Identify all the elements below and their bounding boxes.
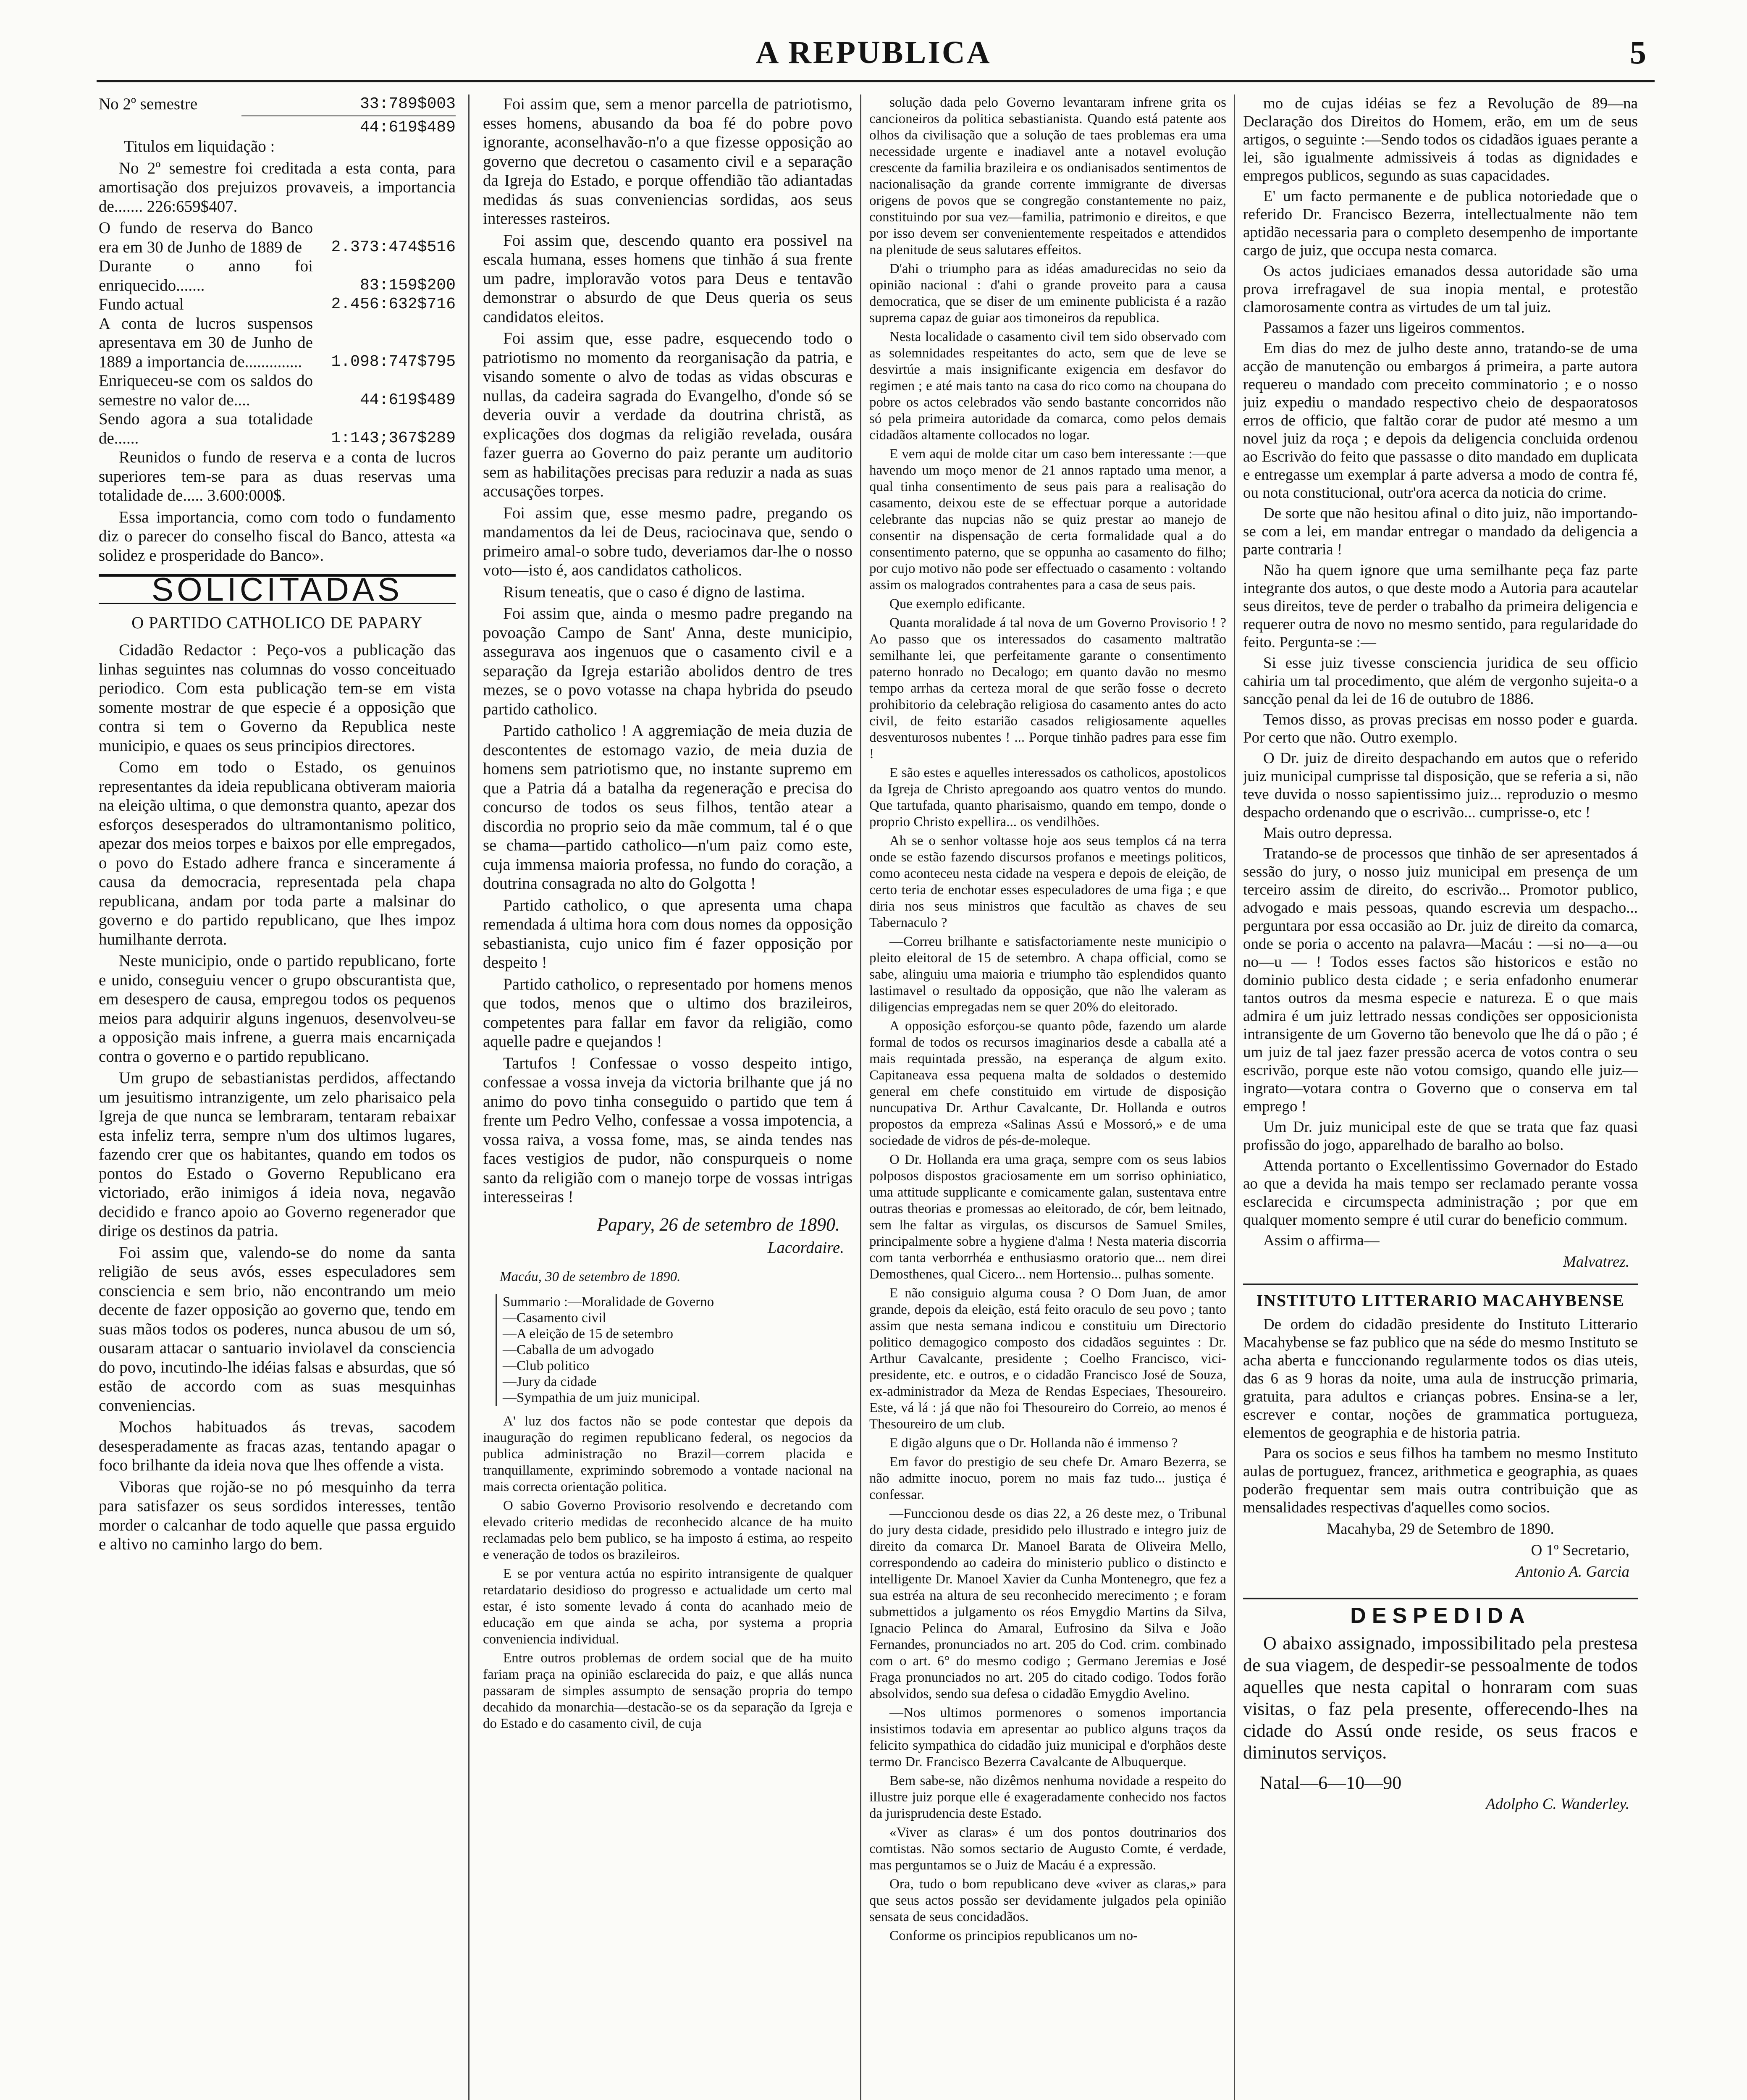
ledger-row [99,118,456,137]
paragraph: Tartufos ! Confessae o vosso despeito intigo, confessae a vossa inveja da victoria brilhante que já no animo do povo tinha conseguido o partido que tem á frente um Pedro Velho, confessae a vossa impotencia, a vossa raiva, a vossa fome, mas, se ainda tendes nas faces vestigios de pudor, não conspurqueis o nome santo da religião com o manejo torpe de vossas intrigas interesseiras ! [483,1054,853,1206]
newspaper-title: A REPUBLICA [755,35,992,70]
ledger-row [99,94,456,114]
article-body [483,94,853,1207]
ledger-label: Durante o anno foi enriquecido....... [99,257,313,294]
paragraph: De ordem do cidadão presidente do Instituto Litterario Macahybense se faz publico que na séde do mesmo Instituto se acha aberta e funccionando regularmente todos os dias uteis, das 6 as 9 horas da noite, uma aula de instrucção primaria, gratuita, para adultos e crianças pobres. Ensina-se a ler, escrever e contar, noções de grammatica portugueza, elementos de geographia e de historia patria. [1243,1316,1638,1441]
paragraph: Não ha quem ignore que uma semilhante peça faz parte integrante dos autos, o que deste modo a Autoria para acautelar seus direitos, teve de perder o trabalho da primeira deligencia e requerer outra de novo no mesmo sentido, para regularidade do feito. Pergunta-se :— [1243,562,1638,651]
paragraph: Viboras que rojão-se no pó mesquinho da terra para satisfazer os seus sordidos interesses, tentão morder o calcanhar de todo aquelle que passa erguido e altivo no caminho largo do bem. [99,1478,456,1553]
article-dateline: Papary, 26 de setembro de 1890. [597,1214,840,1235]
ledger-label: Sendo agora a sua totalidade de...... [99,410,313,447]
paragraph: A opposição esforçou-se quanto pôde, fazendo um alarde formal de todos os recursos imaginarios desde a caballa até a mais requintada pressão, na esperança de algum exito. Capitaneava essa pequena malta de soldados o destemido general em chefe constituido em virtude de disposição nuncupativa Dr. Arthur Cavalcante, Dr. Hollanda e outros propostos da empreza «Salinas Assú e Mossoró,» e de uma sociedade de vidros de pés-de-moleque. [869,1018,1226,1148]
ledger-label: A conta de lucros suspensos apresentava em 30 de Junho de 1889 a importancia de.............. [99,314,313,371]
ledger-amount: 1:143;367$289 [331,429,456,447]
paragraph: E são estes e aquelles interessados os catholicos, apostolicos da Igreja de Christo apregoando aos quatro ventos do mundo. Que tartufada, quanto pharisaismo, quando em tempo, donde o proprio Christo expellira... os vendilhões. [869,765,1226,830]
paragraph: Cidadão Redactor : Peço-vos a publicação das linhas seguintes nas columnas do vosso conceituado periodico. Com esta publicação tem-se em vista somente mostrar de que especie é a opposição que contra si tem o Governo da Republica neste municipio, e quaes os seus principios directores. [99,641,456,755]
summary-item: —Club politico [503,1358,590,1373]
paragraph: Foi assim que, sem a menor parcella de patriotismo, esses homens, abusando da boa fé do pobre povo ignorante, aconselhavão-n'o a que fizesse opposição ao governo que decretou o casamento civil e a separação da Igreja do Estado, e porque offendião tão adiantadas medidas ás suas conveniencias sordidas, aos seus interesses rasteiros. [483,95,853,228]
paragraph: Si esse juiz tivesse consciencia juridica de seu officio cahiria um tal procedimento, que além de vergonho sujeita-o a sancção penal da lei de 16 de outubro de 1886. [1243,654,1638,708]
ledger-row [99,371,456,410]
article-signature: Lacordaire. [767,1239,844,1257]
paragraph: Temos disso, as provas precisas em nosso poder e guarda. Por certo que não. Outro exemplo. [1243,711,1638,746]
ledger-amount: 2.456:632$716 [331,295,456,313]
paragraph: Um grupo de sebastianistas perdidos, affectando um jesuitismo intranzigente, um zelo pharisaico pela Igreja de que nunca se lembraram, tentaram rebaixar esta infeliz terra, sempre n'um dos ultimos lugares, fazendo crer que os habitantes, quando em todos os pontos do Estado o Governo Republicano era victoriado, erão inimigos á ideia nova, negavão decidido e franco apoio ao Governo regenerador que dirige os destinos da patria. [99,1069,456,1240]
secretary-name: Antonio A. Garcia [1516,1563,1629,1580]
farewell-body: O abaixo assignado, impossibilitado pela prestesa de sua viagem, de despedir-se pessoalmente de todos aquelles que nesta capital o honraram com suas visitas, o faz pela presente, offerecendo-lhes na cidade do Assú onde reside, os seus fracos e diminutos serviços. [1243,1633,1638,1763]
ledger-amount: 2.373:474$516 [331,238,456,256]
paragraph: Que exemplo edificante. [889,596,1026,612]
paragraph: Foi assim que, ainda o mesmo padre pregando na povoação Campo de Sant' Anna, deste municipio, assegurava aos ingenuos que o casamento civil e a separação da Igreja estarião abolidos dentro de tres mezes, se o povo votasse na chapa hybrida do pseudo partido catholico. [483,604,853,718]
column-divider [1234,94,1235,2100]
column-2 [483,94,853,2100]
paragraph: A' luz dos factos não se pode contestar que depois da inauguração do regimen republicano federal, os negocios da publica administração no Brazil—correm placida e tranquillamente, exprimindo sobremodo a vontade nacional na mais correcta orientação politica. [483,1414,853,1494]
farewell-heading: DESPEDIDA [1243,1598,1638,1625]
paragraph: —Funccionou desde os dias 22, a 26 deste mez, o Tribunal do jury desta cidade, presidido pelo illustrado e integro juiz de direito da comarca Dr. Manoel Barata de Oliveira Mello, correspondendo ao cadeira do ministerio publico o distincto e intelligente Dr. Manoel Xavier da Cunha Montenegro, que fez a sua estréa na altura de seu reconhecido merecimento ; e foram submettidos a julgamento os réos Emygdio Martins da Silva, Ignacio Pelinca do Amaral, Eufrosino da Silva e João Fernandes, pronunciados no art. 205 do Cod. crim. combinado com o art. 6° do mesmo codigo ; Germano Jeremias e José Fraga pronunciados no art. 205 do citado codigo. Todos forão absolvidos, sendo sua defesa o cidadão Emygdio Avelino. [869,1506,1226,1701]
paragraph: Nesta localidade o casamento civil tem sido observado com as solemnidades respeitantes do acto, sem que de leve se desvirtúe a mais insignificante exigencia em desfavor do regimen ; e até mais tanto na casa do rico como na choupana do pobre os actos celebrados vão sendo bastante concorridos não só pela primeira autoridade da comarca, como pelos demais cidadãos altamente collocados no logar. [869,329,1226,443]
summary-list [496,1294,844,1406]
ledger-label: Enriqueceu-se com os saldos do semestre no valor de.... [99,372,313,409]
ledger-amount: 83:159$200 [359,276,456,294]
ledger-amount: 44:619$489 [359,118,456,136]
institute-notice [1243,1315,1638,1517]
column-divider [860,94,861,2100]
paragraph: Foi assim que, esse mesmo padre, pregando os mandamentos da lei de Deus, raciocinava que, sendo o primeiro amal-o sobre tudo, deveriamos dar-lhe o nosso voto—isto é, aos candidatos catholicos. [483,504,853,579]
summary-item: —Casamento civil [503,1310,606,1326]
farewell-signature: Adolpho C. Wanderley. [1486,1796,1629,1813]
paragraph: Attenda portanto o Excellentissimo Governador do Estado ao que a devida ha mais tempo ser reclamado perante vossa esclarecida e circumspecta administração ; por que em qualquer momento sempre é util curar do beneficio commum. [1243,1157,1638,1228]
paragraph: Neste municipio, onde o partido republicano, forte e unido, conseguiu vencer o grupo obscurantista que, em desespero de causa, empregou todos os pequenos meios para adquirir alguns ingenuos, desenvolveu-se a opposição mais infrene, a guerra mais encarniçada contra o governo e o partido republicano. [99,952,456,1066]
paragraph: Foi assim que, esse padre, esquecendo todo o patriotismo no momento da reorganisação da patria, e visando somente o alvo de todas as vidas obscuras e nullas, da cadeira sagrada do Evangelho, d'onde só se deveria ouvir a verdade da doutrina christã, as explicações dos dogmas da religião revelada, ousára fazer guerra ao Governo do paiz perante um auditorio sem as habilitações precisas para reduzir a nada as suas accusações torpes. [483,329,853,500]
paragraph: Assim o affirma— [1263,1232,1380,1249]
ledger-amount: 33:789$003 [359,95,456,113]
paragraph: solução dada pelo Governo levantaram infrene grita os cancioneiros da politica sebastianista. Quando está patente aos olhos da civilisação que a solução de taes problemas era uma necessidade urgente e inadiavel ante a notavel evolução crescente da familia brazileira e os ondianisados sentimentos de nacionalisação da grande corrente immigrante de diversas origens de povos que se congregão constantemente no paiz, constituindo por sua vez—familia, patrimonio e direitos, e que por isso devem ser convenientemente respeitados e attendidos na plenitude de seus salutares effeitos. [869,95,1226,257]
bank-paragraph: Essa importancia, como com todo o fundamento diz o parecer do conselho fiscal do Banco, attesta «a solidez e prosperidade do Banco». [99,508,456,564]
ledger-row [99,257,456,295]
summary-item: —Jury da cidade [503,1374,597,1389]
page-header [97,29,1650,76]
section-heading: SOLICITADAS [99,574,456,604]
column-3 [869,94,1226,2100]
paragraph: Entre outros problemas de ordem social que de ha muito fariam praça na opinião esclarecida do paiz, e que allás nunca passaram de simples assumpto de sensação propria do tempo decahido da monarchia—destacão-se os da separação da Igreja e do Estado e do casamento civil, de cuja [483,1651,853,1731]
paragraph: E vem aqui de molde citar um caso bem interessante :—que havendo um moço menor de 21 annos raptado uma menor, a qual tinha consentimento de seus pais para a realisação do casamento, deixou este de se effectuar porque a autoridade celebrante das nupcias não se quiz prestar ao manejo de consentir na dispensação de certa formalidade qual a do consentimento paterno, que se oppunha ao casamento do filho; por cujo motivo não pode ser effectuado o casamento : voltando assim os malogrados contrahentes para a casa de seus pais. [869,446,1226,593]
ledger-amount: 1.098:747$795 [331,352,456,371]
summary-item: Summario :—Moralidade de Governo [503,1294,714,1310]
paragraph: E' um facto permanente e de publica notoriedade que o referido Dr. Francisco Bezerra, intellectualmente não tem aptidão necessaria para o completo desempenho de importante cargo de juiz, que occupa nesta comarca. [1243,188,1638,259]
column-1 [99,94,456,2100]
article-body [869,94,1226,1944]
ledger-label: O fundo de reserva do Banco era em 30 de Junho de 1889 de [99,219,313,256]
paragraph: Tratando-se de processos que tinhão de ser apresentados á sessão do jury, o nosso juiz municipal em presença de um terceiro assim de direito, do escrivão... Promotor publico, advogado e mais pessoas, quando escrevia um despacho... perguntara por essa occasião ao Dr. juiz de direito da comarca, onde se poria o accento na palavra—Macáu : —si no—a—ou no—u — ! Todos esses factos são historicos e estão no dominio publico desta cidade ; e seria enfadonho enumerar tantos outros da mesma especie e natureza. E o que mais admira é um juiz lettrado nessas condições ser opposicionista intransigente de um Governo tão benevolo que lhe dá o pão ; é um juiz de tal jaez fazer pressão acerca de votos contra o seu escrivão, porque este não votou comsigo, quando elle juiz—ingrato—votara contra o Governo que o conserva em tal emprego ! [1243,845,1638,1115]
column-4 [1243,94,1638,2100]
macau-article-body [483,1413,853,1732]
ledger-label: No 2º semestre [99,95,198,113]
paragraph: —Nos ultimos pormenores o somenos importancia insistimos todavia em apresentar ao publico alguns traços da felicito sympathica do cidadão juiz municipal e d'orphãos deste termo Dr. Francisco Bezerra Cavalcante de Albuquerque. [869,1705,1226,1769]
paragraph: Foi assim que, valendo-se do nome da santa religião de seus avós, esses especuladores sem consciencia e sem brio, não encontrando um meio decente de fazer opposição ao governo que, tendo em suas mãos todos os poderes, nunca abusou de um só, ousaram attacar o santuario inviolavel da consciencia do povo, incutindo-lhe idéias falsas e absurdas, que só estão de accordo com as suas mesquinhas conveniencias. [99,1243,456,1415]
paragraph: Um Dr. juiz municipal este de que se trata que faz quasi profissão do jogo, apparelhado de baralho ao bolso. [1243,1118,1638,1154]
farewell-date: Natal—6—10—90 [1260,1772,1402,1793]
paragraph: Mais outro depressa. [1263,824,1393,842]
institute-date: Macahyba, 29 de Setembro de 1890. [1327,1520,1554,1538]
secretary-title: O 1º Secretario, [1531,1542,1629,1559]
paragraph: E se por ventura actúa no espirito intransigente de qualquer retardatario desidioso do progresso e actualidade um certo mal estar, é isto somente levado á conta do acanhado meio de educação em que ainda se acha, por systema a propria conveniencia individual. [483,1566,853,1647]
paragraph: O Dr. Hollanda era uma graça, sempre com os seus labios polposos dispostos graciosamente em um sorriso ophiniatico, uma attitude supplicante e comicamente galan, sustentava entre outras theorias e promessas ao eleitorado, de cór, bem leitnado, sem lhe faltar as virgulas, os discursos de Samuel Smiles, principalmente sobre a hygiene d'alma ! Nesta materia discorria com tanta verborrhéa e enthusiasmo oratorio que... nem direi Demosthenes, qual Cicero... nem Hortensio... pulhas somente. [869,1152,1226,1282]
paragraph: Partido catholico ! A aggremiação de meia duzia de descontentes de estomago vazio, de meia duzia de homens sem patriotismo que, no instante supremo em que a Patria dá a batalha da regeneração e precisa do concurso de todos os seus filhos, tentão atear a discordia no proprio seio da mãe commum, tal é o que se chama—partido catholico—n'um paiz como este, cuja immensa maioria professa, no fundo do coração, a doutrina consagrada no alto do Golgotta ! [483,722,853,892]
ledger-amount: 44:619$489 [359,391,456,409]
paragraph: —Correu brilhante e satisfactoriamente neste municipio o pleito eleitoral de 15 de setembro. A chapa official, como se sabe, alinguiu uma maioria e triumpho tão esplendidos quanto lastimavel o resultado da opposição, que não lhe valeram as diligencias empregadas nem se quer 20% do eleitorado. [869,934,1226,1015]
paragraph: Partido catholico, o que apresenta uma chapa remendada á ultima hora com dous nomes da opposição sebastianista, cujo unico fim é fazer opposição por despeito ! [483,896,853,971]
paragraph: Em dias do mez de julho deste anno, tratando-se de uma acção de manutenção ou embargos á primeira, a parte autora requereu o mandado com preceito comminatorio ; e o nosso juiz expediu o mandado respectivo cheio de despaoratosos erros de officio, que faltão corar de pudor até mesmo a um novel juiz da roça ; e depois da deligencia concluida ordenou ao Escrivão do feito que passasse o dito mandado em duplicata e entregasse um exemplar á parte adversa a modo de contra fé, ou nota constitucional, outr'ora acerca da noticia do crime. [1243,340,1638,501]
page-number: 5 [1630,34,1646,71]
paragraph: Como em todo o Estado, os genuinos representantes da ideia republicana obtiveram maioria na eleição ultima, o que demonstra quanto, apezar dos esforços desesperados do ultramontanismo politico, apezar dos meios torpes e baixos por elle empregados, o povo do Estado adhere franca e sinceramente á causa da democracia, representada pela chapa republicana, andam por toda parte a malsinar do governo e do partido republicano, que lhes impoz humilhante derrota. [99,758,456,948]
paragraph: De sorte que não hesitou afinal o dito juiz, não importando-se com a lei, em mandar entregar o mandado da deligencia a parte contraria ! [1243,505,1638,558]
paragraph: Risum teneatis, que o caso é digno de lastima. [503,583,805,601]
article-signature: Malvatrez. [1563,1253,1629,1270]
summary-item: —Caballa de um advogado [503,1342,654,1357]
ledger-row [99,218,456,257]
macau-dateline: Macáu, 30 de setembro de 1890. [500,1269,681,1284]
paragraph: Mochos habituados ás trevas, sacodem desesperadamente as fracas azas, tentando apagar o foco brilhante da ideia nova que lhes offende a vista. [99,1418,456,1474]
summary-item: —Sympathia de um juiz municipal. [503,1390,700,1405]
paragraph: Para os socios e seus filhos ha tambem no mesmo Instituto aulas de portuguez, francez, arithmetica e geographia, as quaes poderão frequentar sem mais outra contribuição que as mensalidades respectivas d'aquelles como socios. [1243,1445,1638,1516]
paragraph: Os actos judiciaes emanados dessa autoridade são uma prova irrefragavel de sua inopia mental, e protestão clamorosamente contra as virtudes de um tal juiz. [1243,262,1638,316]
ledger-row [99,314,456,372]
paragraph: Em favor do prestigio de seu chefe Dr. Amaro Bezerra, se não admitte inocuo, porem no mais faz tudo... justiça é confessar. [869,1454,1226,1502]
ledger-label: Fundo actual [99,295,184,313]
ledger-row [99,410,456,448]
paragraph: Foi assim que, descendo quanto era possivel na escala humana, esses homens que tinhão á sua frente um padre, imploravão votos para Deus e tentavão demonstrar o absurdo de que Deus queria os seus candidatos eleitos. [483,231,853,326]
paragraph: E digão alguns que o Dr. Hollanda não é immenso ? [889,1436,1178,1451]
column-divider [468,94,470,2100]
paragraph: «Viver as claras» é um dos pontos doutrinarios dos comtistas. Não somos sectario de Augusto Comte, é verdade, mas perguntamos se o Juiz de Macáu é a expressão. [869,1825,1226,1873]
header-rule [97,80,1655,82]
paragraph: E não consiguio alguma cousa ? O Dom Juan, de amor grande, depois da eleição, está feito oraculo de seu povo ; tanto assim que nesta semana indicou e constituiu um Directorio politico demagogico composto dos cidadãos seguintes : Dr. Arthur Cavalcante, presidente ; Coelho Francisco, vici-presidente, etc. e outros, e o cidadão Francisco José de Souza, ex-administrador da Meza de Rendas Especiaes, Thesoureiro. Este, vá lá : já que não foi Thesoureiro do Correio, ao menos é Thesoureiro de um club. [869,1286,1226,1432]
paragraph: Ah se o senhor voltasse hoje aos seus templos cá na terra onde se estão fazendo discursos profanos e meetings politicos, como aconteceu nesta cidade na vespera e depois de eleição, de certo teria de enchotar esses especuladores de uma figa ; e que diria nos seus ministros que facultão as chaves de seu Tabernaculo ? [869,833,1226,930]
paragraph: Quanta moralidade á tal nova de um Governo Provisorio ! ? Ao passo que os interessados do casamento maltratão semilhante lei, que perfeitamente garante o consentimento paterno honrado no Decalogo; em quanto davão no mesmo tempo arrhas da certeza moral de que serão fosse o decreto prohibitorio da celebração religiosa do casamento antes do acto civil, de feito estarião casados religiosamente aquelles desventurosos nubentes ! ... Porque tinhão padres para esse fim ! [869,615,1226,761]
summary-item: —A eleição de 15 de setembro [503,1326,673,1341]
paragraph: O sabio Governo Provisorio resolvendo e decretando com elevado criterio medidas de reconhecido alcance de ha muito reclamadas pelo bem publico, se ha imposto á estima, ao respeito e veneração de todos os brazileiros. [483,1498,853,1562]
ledger-paragraph: No 2º semestre foi creditada a esta conta, para amortisação dos prejuizos provaveis, a importancia de....... 226:659$407. [99,159,456,215]
paragraph: mo de cujas idéias se fez a Revolução de 89—na Declaração dos Direitos do Homem, erão, em um de seus artigos, o seguinte :—Sendo todos os cidadãos iguaes perante a lei, são igualmente admissiveis á todas as dignidades e empregos publicos, segundo as suas capacidades. [1243,95,1638,184]
paragraph: Passamos a fazer uns ligeiros commentos. [1263,319,1525,336]
titulos-label: Titulos em liquidação : [124,137,275,155]
paragraph: Partido catholico, o representado por homens menos que todos, menos que o ultimo dos brazileiros, competentes para fallar em favor da religião, como aquelle padre e quejandos ! [483,975,853,1050]
article-body [1243,94,1638,1250]
institute-heading: INSTITUTO LITTERARIO MACAHYBENSE [1243,1284,1638,1310]
ledger-row [99,295,456,314]
reserve-paragraph: Reunidos o fundo de reserva e a conta de lucros superiores tem-se para as duas reservas uma totalidade de..... 3.600:000$. [99,448,456,504]
article-body [99,640,456,1554]
ledger-top [99,94,456,137]
paragraph: Bem sabe-se, não dizêmos nenhuma novidade a respeito do illustre juiz porque elle é exageradamente conhecido nos factos da jurisprudencia deste Estado. [869,1773,1226,1821]
paragraph: Conforme os principios republicanos um no- [889,1928,1138,1943]
paragraph: O Dr. juiz de direito despachando em autos que o referido juiz municipal cumprisse tal disposição, que se referia a si, não teve duvida o nosso sapientissimo juiz... reproduzio o mesmo despacho ordenando que o escrivão... cumprisse-o, etc ! [1243,750,1638,821]
paragraph: Ora, tudo o bom republicano deve «viver as claras,» para que seus actos possão ser devidamente julgados pela opinião sensata de seus concidadãos. [869,1877,1226,1924]
paragraph: D'ahi o triumpho para as idéas amadurecidas no seio da opinião nacional : d'ahi o grande proveito para a causa democratica, que se diser de um eminente publicista é a razão suprema capaz de guiar aos timoneiros da republica. [869,261,1226,326]
ledger-table [99,218,456,448]
article-heading: O PARTIDO CATHOLICO DE PAPARY [131,613,423,632]
